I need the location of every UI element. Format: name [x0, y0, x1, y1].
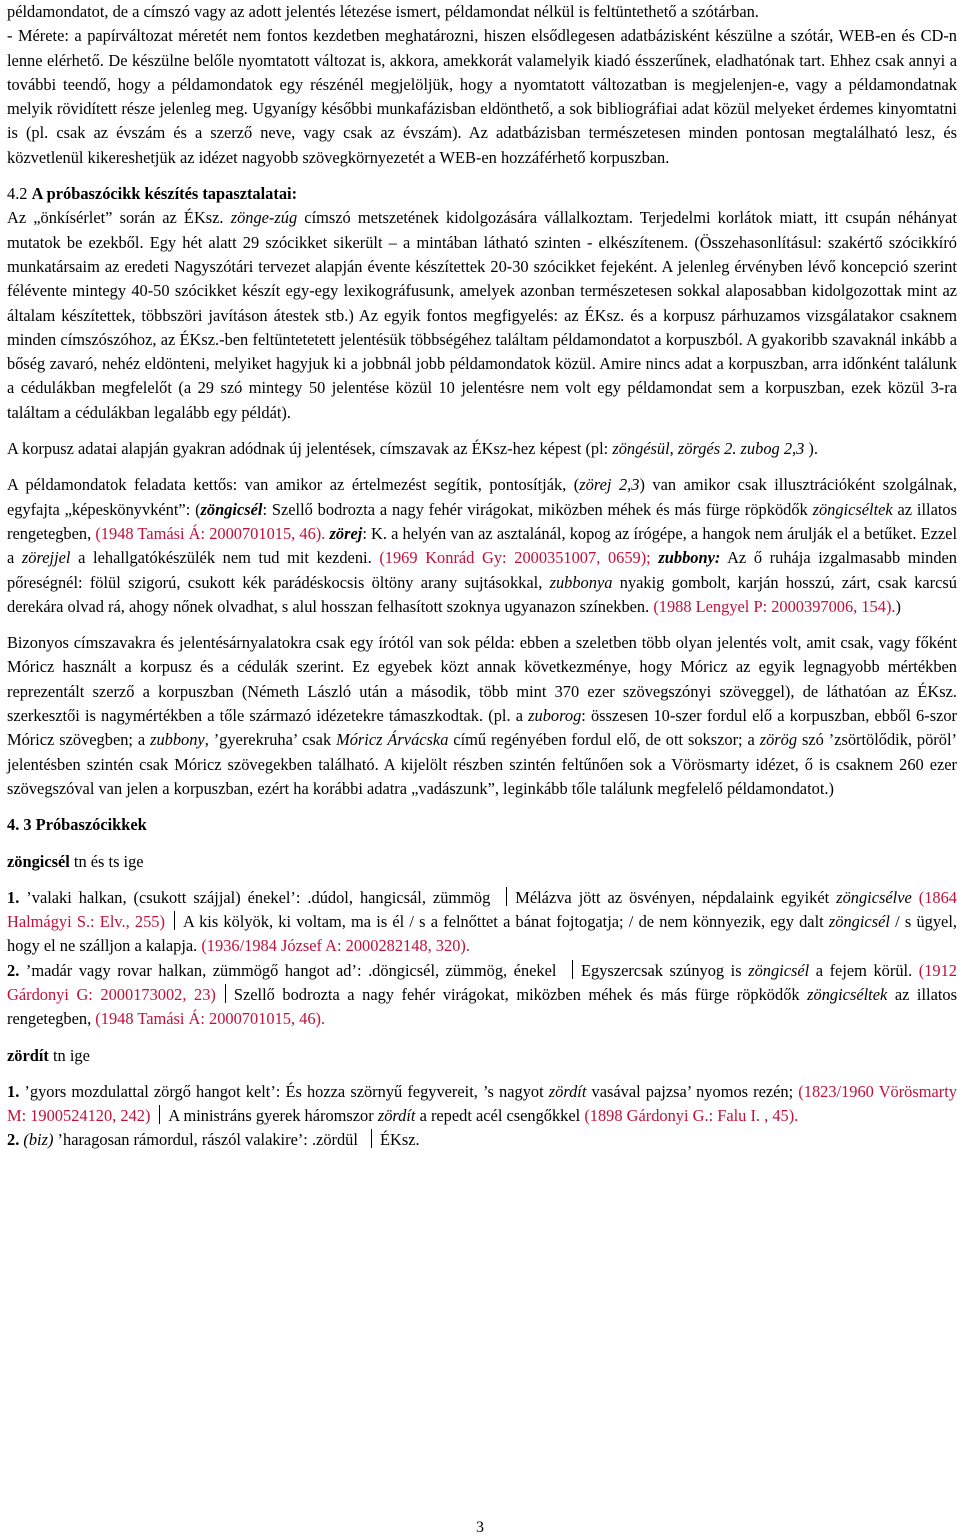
text-run: a repedt acél csengőkkel [415, 1106, 585, 1126]
section-heading-4-2 [7, 182, 957, 206]
italic-term: zöngicsélve [836, 887, 912, 907]
text-run: ). [804, 439, 818, 459]
intro-paragraph [7, 0, 957, 24]
text-run: ÉKsz. [380, 1130, 420, 1150]
size-paragraph [7, 24, 957, 170]
text-run: az illatos rengetegben, [7, 984, 957, 1029]
text-run: : Szellő bodrozta a nagy fehér virágokat, miközben méhek és más fürge röpködők [262, 499, 813, 519]
separator-bar [371, 1129, 372, 1148]
section-heading-4-3: 4. 3 Próbaszócikkek [7, 815, 147, 835]
bold-term: zöngicsél [200, 499, 263, 519]
document-page [7, 0, 957, 1153]
text-run: című regényében fordul elő, de ott sokszor; a [448, 730, 760, 750]
italic-term: zöngésül, zörgés 2. zubog 2,3 [612, 439, 805, 459]
italic-term: zörejjel [21, 548, 71, 568]
text-run: a fejem körül. [809, 960, 919, 980]
text-run [912, 888, 919, 907]
citation-reference: (1912 Gárdonyi G: 2000173002, 23) [7, 960, 957, 1004]
italic-term: zöngicsél [748, 960, 810, 980]
italic-term: Móricz Árvácska [336, 730, 449, 750]
examples-paragraph [7, 473, 957, 619]
italic-term: zöngicsél [828, 912, 890, 932]
text-run: példamondatot, de a címszó vagy az adott jelentés létezése ismert, példamondat nélkül is feltüntethető a szótárban. [7, 2, 759, 21]
text-run: A korpusz adatai alapján gyakran adódnak új jelentések, címszavak az ÉKsz-hez képest (pl: [7, 439, 613, 459]
text-run: az illatos rengetegben, [7, 499, 957, 543]
citation-reference: (1969 Konrád Gy: 2000351007, 0659); [379, 548, 651, 568]
text-run: - Mérete: a papírváltozat méretét nem fontos kezdetben meghatározni, hiszen elsődlegesen adatbázisként készülne a szótár, WEB-en és CD-n lenne elérhető. De készülne belőle nyomtatott változat is, akkora, amekkorát valamelyik kiadó ésszerűnek, eladhatónak tart. Ehhez csak annyi a további teendő, hogy a példamondatok egy részénél megjelöljük, hogy a nyomtatott változatban is megjelenjen-e, vagy a példamondatnak melyik rövidített része jelenleg meg. Ugyanígy későbbi munkafázisban eldönthető, a sok bibliográfiai adat közül melyeket érdemes kinyomtatni is (pl. csak az évszám és a szerző neve, vagy csak az évszám). Az adatbázisban természetesen minden pontosan megtalálható lesz, és közvetlenül kikereshetjük az idézet nagyobb szövegkörnyezetét a WEB-en hozzáférhető korpuszban. [7, 26, 957, 167]
italic-term: zörög [759, 730, 798, 750]
italic-term: zörej 2,3 [579, 475, 640, 495]
separator-bar [174, 911, 175, 930]
citation-reference: (1948 Tamási Á: 2000701015, 46). [95, 1009, 326, 1029]
experiment-paragraph [7, 206, 957, 425]
bold-term: 2. [7, 960, 20, 980]
text-run: nyakig gombolt, karján hosszú, zárt, csak karcsú derekára olvad rá, ahogy nőnek olvadhat, s alul hosszan felhasított szoknya ugyanazon színekben. [7, 572, 957, 616]
text-run: , ’gyerekruha’ csak [204, 730, 337, 750]
text-run: A kis kölyök, ki voltam, ma is él / s a felnőttet a bánat fojtogatja; / de nem könnyezik, egy dalt [182, 912, 829, 932]
citation-reference: (1988 Lengyel P: 2000397006, 154). [653, 596, 896, 616]
corpus-paragraph [7, 437, 957, 461]
citation-reference: (1864 Halmágyi S.: Elv., 255) [7, 887, 958, 932]
italic-term: zöngicséltek [812, 499, 893, 519]
text-run: Mélázva jött az ösvényen, népdalaink egyikét [515, 887, 837, 907]
citation-reference: (1936/1984 József A: 2000282148, 320). [201, 936, 470, 956]
entry-sense-2 [7, 1128, 957, 1152]
italic-term: (biz) [23, 1130, 54, 1150]
entry-headword-zongicsel: zöngicsél tn és ts ige [7, 851, 144, 871]
text-run: A ministráns gyerek háromszor [168, 1106, 378, 1126]
bold-term: 1. [7, 1081, 20, 1101]
separator-bar [159, 1105, 160, 1124]
italic-term: zördít [377, 1106, 416, 1126]
text-run: ’madár vagy rovar halkan, zümmögő hangot ad’: .döngicsél, zümmög, énekel [19, 960, 564, 980]
text-run: Egyszercsak szúnyog is [581, 960, 749, 980]
italic-term: zönge-zúg [230, 208, 298, 228]
text-run: ’valaki halkan, (csukott szájjal) énekel’: .dúdol, hangicsál, zümmög [19, 887, 498, 907]
text-run: ’haragosan rámordul, rászól valakire’: .zördül [53, 1130, 363, 1150]
page-number: 3 [476, 1519, 484, 1536]
text-run: ) van amikor csak illusztrációként szolgálnak, egyfajta „képeskönyvként”: ( [7, 475, 957, 519]
text-run: ) [895, 596, 901, 616]
entry-sense-2 [7, 959, 957, 1032]
text-run: ’gyors mozdulattal zörgő hangot kelt’: És hozza szörnyű fegyvereit, ’s nagyot [19, 1081, 549, 1101]
italic-term: zuborog [528, 706, 582, 726]
italic-term: zöngicséltek [807, 984, 888, 1004]
text-run: Szellő bodrozta a nagy fehér virágokat, miközben méhek és más fürge röpködők [233, 984, 808, 1004]
text-run: Az ő ruhája izgalmasabb minden pőreségnél: fölül szigorú, csukott kék parádéskocsis öltöny arany sujtásokkal, [7, 548, 957, 592]
italic-term: zubbony [150, 730, 205, 750]
bold-term: 2. [7, 1130, 20, 1150]
bold-term: zörej [329, 523, 363, 543]
text-run: A példamondatok feladata kettős: van amikor az értelmezést segítik, pontosítják, ( [7, 475, 580, 495]
text-run: : K. a helyén van az asztalánál, kopog az írógépe, a hangok nem árulják el a betűket. Ezzel a [7, 523, 957, 568]
entry-headword-zordit: zördít tn ige [7, 1045, 90, 1065]
separator-bar [506, 887, 507, 906]
text-run: szó ’zsörtölődik, pöröl’ jelentésben szintén csak Móricz szövegekben található. A kijelölt részben szintén feltűnően sok a Vörösmarty idézet, ő is csaknem 260 ezer szövegszóval van jelen a korpuszban, ezért ha korábbi adatra „vadászunk”, leginkább tőle találunk megfelelő példamondatot.) [7, 730, 957, 798]
bold-term: 1. [7, 887, 20, 907]
text-run: címszó metszetének kidolgozására vállalkoztam. Terjedelmi korlátok miatt, itt csupán néhányat mutatok be ezekből. Egy hét alatt 29 szócikket sikerült – a mintában látható szinten - elkészítenem. (Összehasonlításul: szakértő szócikkíró munkatársaim az eredeti Nagyszótári tervezet alapján évente készítettek 20-30 szócikket fejeként. A jelenleg érvényben lévő koncepció szerint félévente mintegy 40-50 szócikket készít egy-egy lexikográfusunk, amelyek azonban természetesen sokkal alaposabban kidolgozottak mint az általam készítettek, többszöri javításon átestek stb.) Az egyik fontos megfigyelés: az ÉKsz. és a korpusz párhuzamos vizsgálatakor csaknem minden címszószóhoz, az ÉKsz.-ben feltüntetetett jelentésük többségéhez találtam példamondatot a korpuszból. A gyakoribb szavaknál inkább a bőség zavaró, nehéz eldönteni, melyiket hagyjuk ki a jobbnál jobb példamondatok közül. Amire nincs adat a korpuszban, arra időnként találunk a cédulákban megfelelőt (a 29 szó mintegy 50 jelentése közül 10 jelentésre nem volt egy példamondat sem a korpuszban, ezek közül 3-ra találtam a cédulákban legalább egy példát). [7, 208, 958, 422]
text-run: : összesen 10-szer fordul elő a korpuszban, ebből 6-szor Móricz szövegben; a [7, 706, 957, 750]
italic-term: zördít [548, 1081, 587, 1101]
separator-bar [225, 984, 226, 1003]
separator-bar [572, 960, 573, 979]
text-run: Bizonyos címszavakra és jelentésárnyalatokra csak egy írótól van sok példa: ebben a szeletben több olyan jelentés volt, amit csak, vagy főként Móricz használt a korpusz és a cédulák szerint. Ez egyebek közt annak következménye, hogy Móricz az egyik legnagyobb mértékben reprezentált szerző a korpuszban (Németh László után a második, több mint 370 ezer szövegszónyi szöveggel), de láthatóan az ÉKsz. szerkesztői is nagymértékben a tőle származó idézetekre támaszkodtak. (pl. a [7, 633, 957, 726]
section-title: A próbaszócikk készítés tapasztalatai: [31, 184, 298, 204]
authors-paragraph [7, 631, 957, 801]
entry-sense-1 [7, 886, 957, 959]
text-run: Az „önkísérlet” során az ÉKsz. [7, 208, 231, 228]
entry-sense-1 [7, 1080, 957, 1129]
italic-term: zubbonya [549, 572, 613, 592]
bold-term: zubbony: [658, 548, 721, 568]
section-number: 4.2 [7, 184, 28, 204]
text-run: vasával pajzsa’ nyomos rezén; [586, 1081, 799, 1101]
citation-reference: (1898 Gárdonyi G.: Falu I. , 45). [584, 1106, 799, 1126]
text-run: / s ügyel, hogy el ne szálljon a kalapja. [7, 912, 957, 956]
citation-reference: (1948 Tamási Á: 2000701015, 46). [95, 523, 326, 543]
citation-reference: (1823/1960 Vörösmarty M: 1900524120, 242) [7, 1081, 957, 1126]
text-run: a lehallgatókészülék nem tud mit kezdeni. [70, 548, 380, 568]
